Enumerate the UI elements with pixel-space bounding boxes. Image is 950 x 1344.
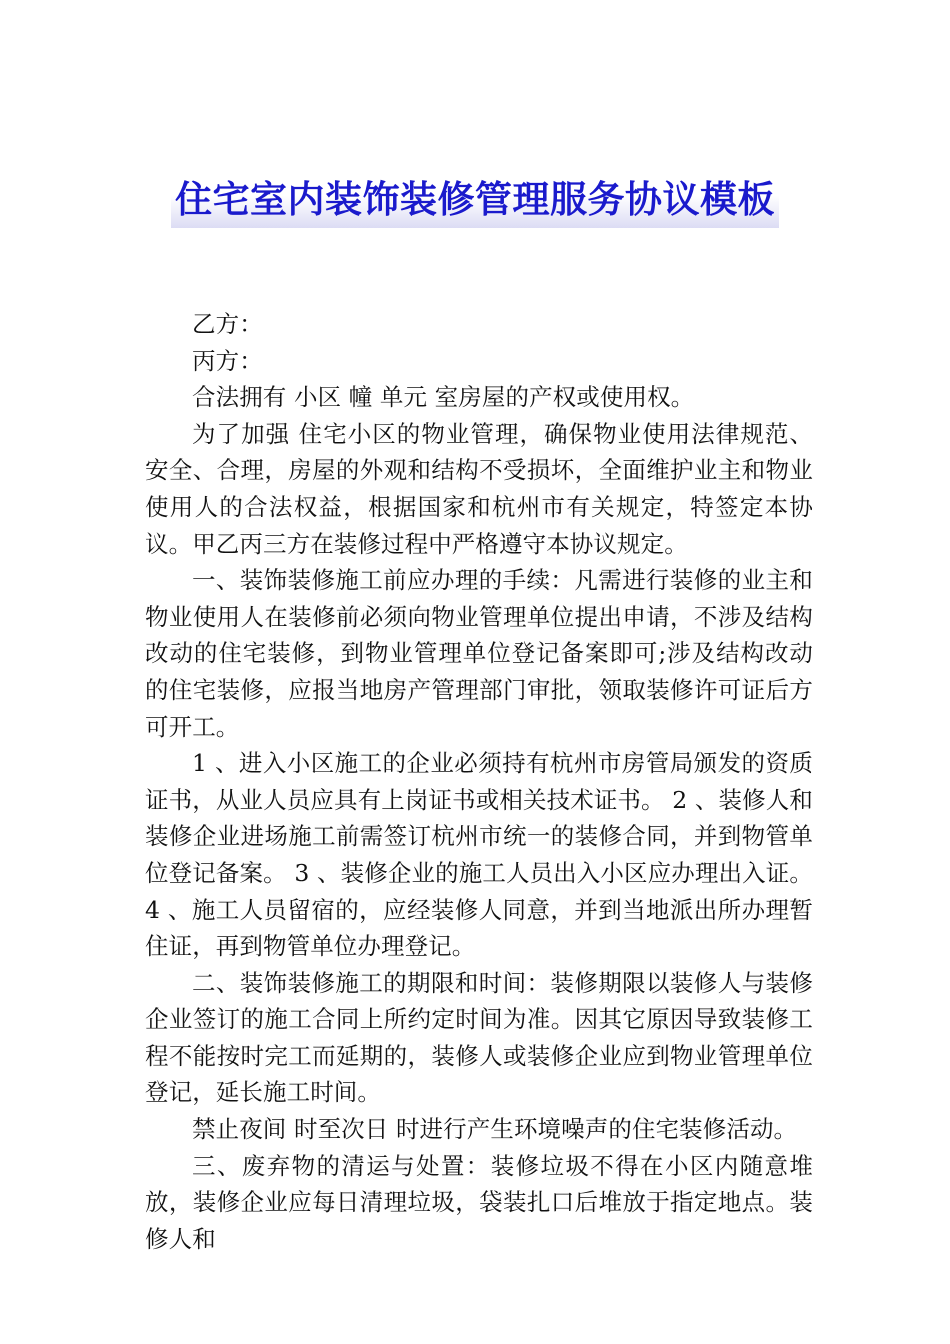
property-ownership-paragraph: 合法拥有 小区 幢 单元 室房屋的产权或使用权。 (192, 383, 695, 412)
document-title: 住宅室内装饰装修管理服务协议模板 (171, 172, 779, 228)
section-3-waste-paragraph: 三、废弃物的清运与处置：装修垃圾不得在小区内随意堆放，装修企业应每日清理垃圾，袋装扎口后堆放于指定地点。装修人和 (145, 1151, 813, 1253)
preamble-paragraph: 为了加强 住宅小区的物业管理，确保物业使用法律规范、安全、合理，房屋的外观和结构不受损坏，全面维护业主和物业使用人的合法权益，根据国家和杭州市有关规定，特签定本协议。甲乙丙三方在装修过程中严格遵守本协议规定。 (145, 419, 813, 558)
section-1-items-paragraph: 1 、进入小区施工的企业必须持有杭州市房管局颁发的资质证书，从业人员应具有上岗证书或相关技术证书。 2 、装修人和装修企业进场施工前需签订杭州市统一的装修合同，并到物管单位登记备案。 3 、装修企业的施工人员出入小区应办理出入证。 4 、施工人员留宿的，应经装修人同意，并到当地派出所办理暂住证，再到物管单位办理登记。 (145, 749, 813, 961)
section-1-procedures-paragraph: 一、装饰装修施工前应办理的手续：凡需进行装修的业主和物业使用人在装修前必须向物业管理单位提出申请，不涉及结构改动的住宅装修，到物业管理单位登记备案即可;涉及结构改动的住宅装修，应报当地房产管理部门审批，领取装修许可证后方可开工。 (145, 566, 813, 741)
party-c-line: 丙方： (192, 346, 263, 375)
night-work-ban-paragraph: 禁止夜间 时至次日 时进行产生环境噪声的住宅装修活动。 (192, 1115, 798, 1144)
section-2-duration-paragraph: 二、装饰装修施工的期限和时间：装修期限以装修人与装修企业签订的施工合同上所约定时间为准。因其它原因导致装修工程不能按时完工而延期的，装修人或装修企业应到物业管理单位登记，延长施工时间。 (145, 968, 813, 1107)
party-b-line: 乙方： (192, 310, 263, 338)
document-title-wrapper (0, 172, 950, 228)
document-body (145, 306, 813, 1257)
